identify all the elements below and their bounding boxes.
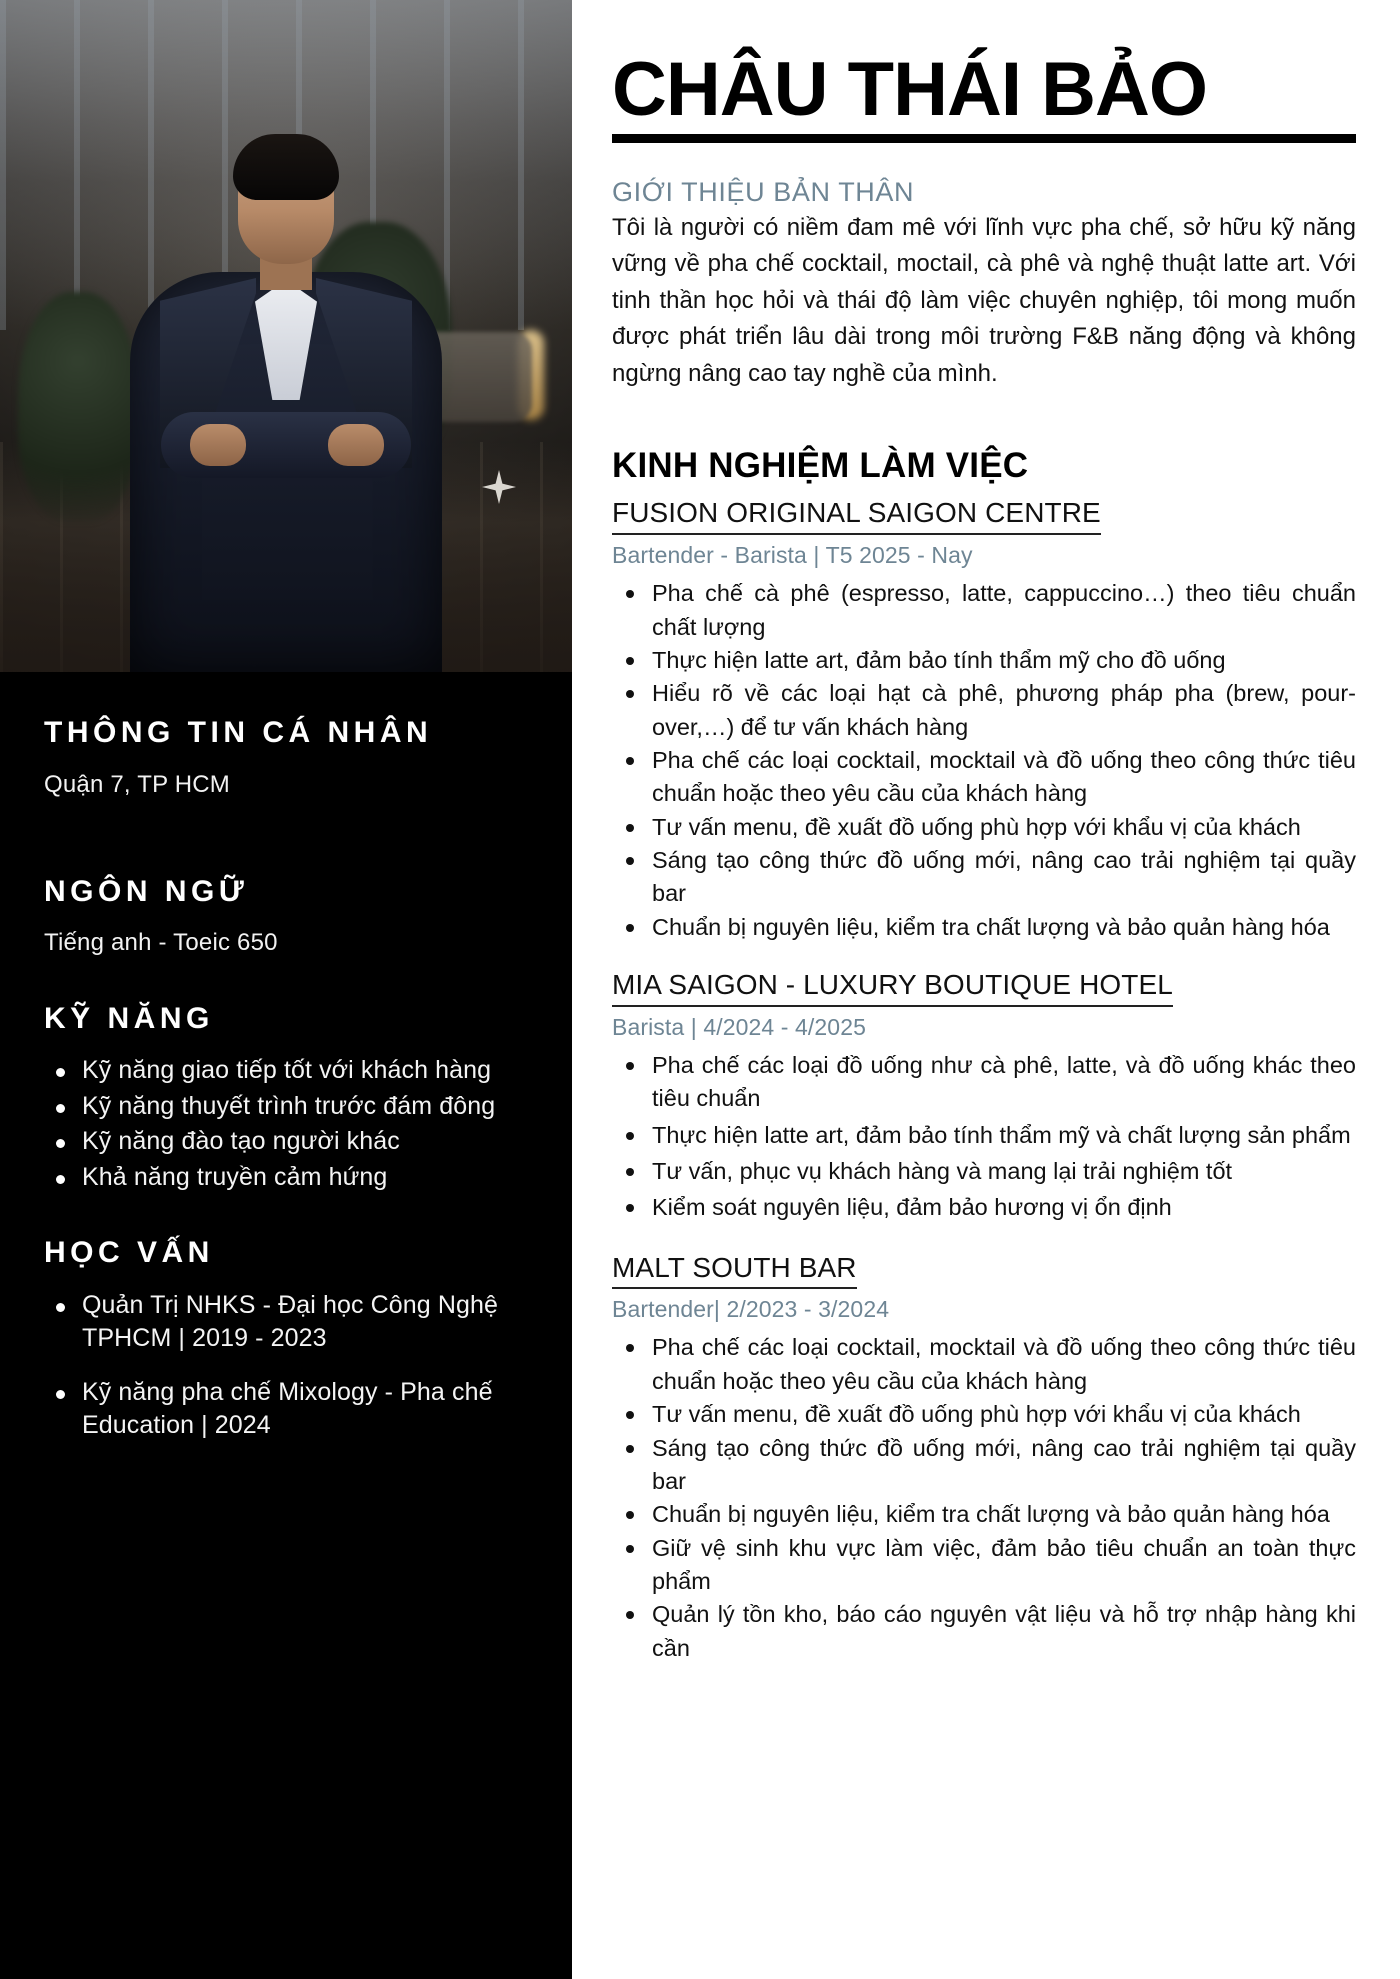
list-item: Pha chế các loại cocktail, mocktail và đồ uống theo công thức tiêu chuẩn hoặc theo yêu cầu của khách hàng xyxy=(612,744,1356,811)
list-item: Tư vấn menu, đề xuất đồ uống phù hợp với khẩu vị của khách xyxy=(612,811,1356,844)
job-company-name: FUSION ORIGINAL SAIGON CENTRE xyxy=(612,494,1101,535)
job-company-name: MALT SOUTH BAR xyxy=(612,1249,857,1290)
list-item: Quản Trị NHKS - Đại học Công Nghệ TPHCM | 2019 - 2023 xyxy=(44,1289,528,1356)
list-item: Tư vấn, phục vụ khách hàng và mang lại trải nghiệm tốt xyxy=(612,1155,1356,1188)
sidebar-heading-education: HỌC VẤN xyxy=(44,1236,214,1270)
list-item: Pha chế cà phê (espresso, latte, cappuccino…) theo tiêu chuẩn chất lượng xyxy=(612,577,1356,644)
about-heading: GIỚI THIỆU BẢN THÂN xyxy=(612,177,915,207)
sidebar xyxy=(0,0,572,1979)
list-item: Thực hiện latte art, đảm bảo tính thẩm mỹ cho đồ uống xyxy=(612,644,1356,677)
list-item: Quản lý tồn kho, báo cáo nguyên vật liệu và hỗ trợ nhập hàng khi cần xyxy=(612,1598,1356,1665)
page-title: CHÂU THÁI BẢO xyxy=(612,52,1356,143)
job-role-and-dates: Bartender| 2/2023 - 3/2024 xyxy=(612,1296,890,1323)
hand-left xyxy=(190,424,246,466)
job-responsibilities-list xyxy=(612,577,1356,944)
list-item: Kỹ năng thuyết trình trước đám đông xyxy=(44,1090,528,1124)
sidebar-language-text: Tiếng anh - Toeic 650 xyxy=(44,929,278,957)
list-item: Pha chế các loại đồ uống như cà phê, latte, và đồ uống khác theo tiêu chuẩn xyxy=(612,1049,1356,1116)
list-item: Chuẩn bị nguyên liệu, kiểm tra chất lượng và bảo quản hàng hóa xyxy=(612,1498,1356,1531)
sidebar-content xyxy=(0,672,572,1443)
sidebar-heading-skills: KỸ NĂNG xyxy=(44,1001,214,1035)
plant-decoration-left xyxy=(18,292,138,522)
list-item: Chuẩn bị nguyên liệu, kiểm tra chất lượng và bảo quản hàng hóa xyxy=(612,911,1356,944)
list-item: Khả năng truyền cảm hứng xyxy=(44,1161,528,1195)
list-item: Kỹ năng pha chế Mixology - Pha chế Education | 2024 xyxy=(44,1376,528,1443)
list-item: Sáng tạo công thức đồ uống mới, nâng cao trải nghiệm tại quầy bar xyxy=(612,844,1356,911)
sidebar-personal-info-text: Quận 7, TP HCM xyxy=(44,770,230,798)
sidebar-heading-personal-info: THÔNG TIN CÁ NHÂN xyxy=(44,716,433,749)
job-responsibilities-list xyxy=(612,1049,1356,1225)
list-item: Pha chế các loại cocktail, mocktail và đồ uống theo công thức tiêu chuẩn hoặc theo yêu cầu của khách hàng xyxy=(612,1331,1356,1398)
job-role-and-dates: Bartender - Barista | T5 2025 - Nay xyxy=(612,542,973,569)
list-item: Sáng tạo công thức đồ uống mới, nâng cao trải nghiệm tại quầy bar xyxy=(612,1432,1356,1499)
experience-entry xyxy=(612,1249,1356,1665)
list-item: Kiểm soát nguyên liệu, đảm bảo hương vị ổn định xyxy=(612,1191,1356,1224)
list-item: Tư vấn menu, đề xuất đồ uống phù hợp với khẩu vị của khách xyxy=(612,1398,1356,1431)
job-company-name: MIA SAIGON - LUXURY BOUTIQUE HOTEL xyxy=(612,966,1173,1007)
experience-entry xyxy=(612,494,1356,944)
experience-entry xyxy=(612,966,1356,1225)
job-responsibilities-list xyxy=(612,1331,1356,1665)
education-list xyxy=(44,1289,528,1443)
hair xyxy=(233,134,339,200)
list-item: Kỹ năng đào tạo người khác xyxy=(44,1125,528,1159)
main-content xyxy=(572,0,1400,1979)
list-item: Giữ vệ sinh khu vực làm việc, đảm bảo tiêu chuẩn an toàn thực phẩm xyxy=(612,1532,1356,1599)
list-item: Kỹ năng giao tiếp tốt với khách hàng xyxy=(44,1054,528,1088)
experience-heading: KINH NGHIỆM LÀM VIỆC xyxy=(612,446,1029,486)
sidebar-heading-language: NGÔN NGỮ xyxy=(44,874,249,908)
about-text: Tôi là người có niềm đam mê với lĩnh vực pha chế, sở hữu kỹ năng vững về pha chế cocktail, moctail, cà phê và nghệ thuật latte art. Với tinh thần học hỏi và thái độ làm việc chuyên nghiệp, tôi mong muốn được phát triển lâu dài trong môi trường F&B năng động và không ngừng nâng cao tay nghề của mình. xyxy=(612,214,1356,387)
skills-list xyxy=(44,1054,528,1194)
job-role-and-dates: Barista | 4/2024 - 4/2025 xyxy=(612,1013,866,1040)
list-item: Thực hiện latte art, đảm bảo tính thẩm mỹ và chất lượng sản phẩm xyxy=(612,1119,1356,1152)
profile-photo xyxy=(0,0,572,672)
hand-right xyxy=(328,424,384,466)
list-item: Hiểu rõ về các loại hạt cà phê, phương pháp pha (brew, pour-over,…) để tư vấn khách hàng xyxy=(612,677,1356,744)
portrait-subject xyxy=(121,112,451,672)
